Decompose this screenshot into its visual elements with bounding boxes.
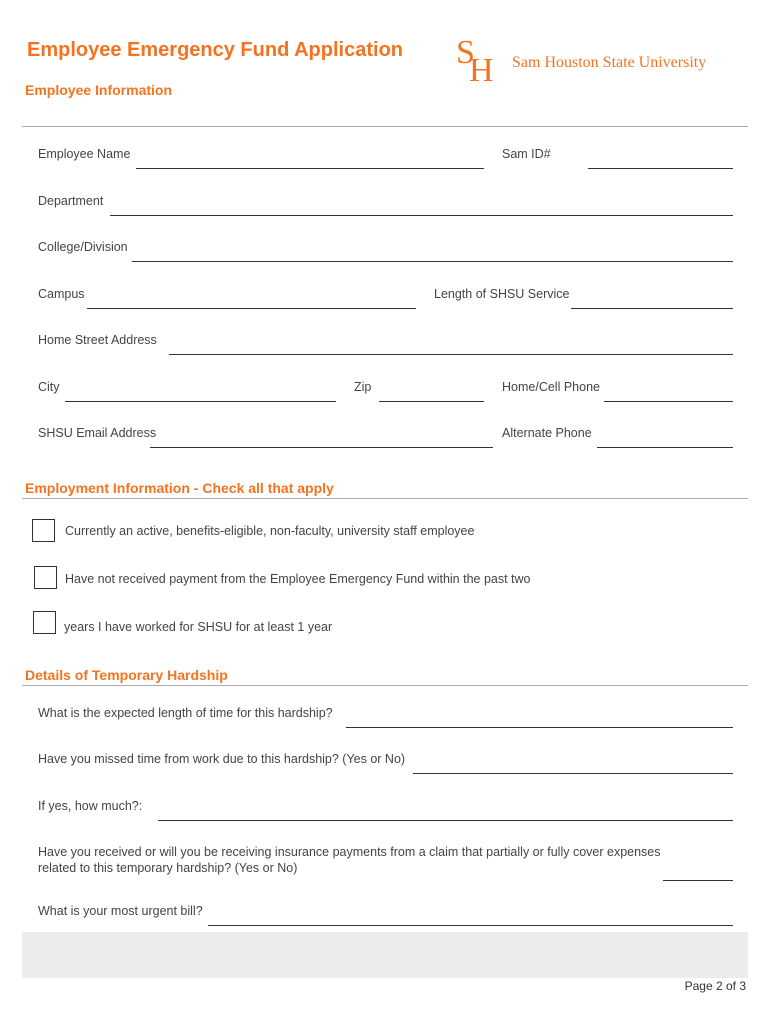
hardship-length-label: What is the expected length of time for this hardship? bbox=[38, 706, 333, 720]
employee-name-field[interactable] bbox=[136, 168, 484, 169]
university-name: Sam Houston State University bbox=[512, 54, 707, 71]
email-field[interactable] bbox=[150, 447, 493, 448]
sam-id-field[interactable] bbox=[588, 168, 733, 169]
university-logo-icon bbox=[456, 33, 506, 85]
urgent-bill-label: What is your most urgent bill? bbox=[38, 904, 203, 918]
missed-amount-field[interactable] bbox=[158, 820, 733, 821]
employee-info-heading: Employee Information bbox=[25, 82, 173, 98]
missed-amount-label: If yes, how much?: bbox=[38, 799, 143, 813]
insurance-question-line-2: related to this temporary hardship? (Yes or No) bbox=[38, 861, 298, 875]
email-label: SHSU Email Address bbox=[38, 426, 157, 440]
urgent-bill-field[interactable] bbox=[208, 925, 733, 926]
zip-label: Zip bbox=[354, 380, 372, 394]
service-length-label: Length of SHSU Service bbox=[434, 287, 570, 301]
one-year-service-label: years I have worked for SHSU for at least 1 year bbox=[64, 620, 333, 634]
home-address-field[interactable] bbox=[169, 354, 733, 355]
sam-id-label: Sam ID# bbox=[502, 147, 551, 161]
service-length-field[interactable] bbox=[571, 308, 733, 309]
no-prior-payment-label: Have not received payment from the Employee Emergency Fund within the past two bbox=[65, 572, 531, 586]
logo-letter-s: S bbox=[456, 34, 475, 71]
insurance-question-line-1: Have you received or will you be receiving insurance payments from a claim that partially or fully cover expenses bbox=[38, 845, 661, 859]
campus-label: Campus bbox=[38, 287, 85, 301]
college-division-field[interactable] bbox=[132, 261, 733, 262]
no-prior-payment-checkbox[interactable] bbox=[34, 566, 57, 589]
campus-field[interactable] bbox=[87, 308, 416, 309]
active-employee-checkbox[interactable] bbox=[32, 519, 55, 542]
college-division-label: College/Division bbox=[38, 240, 128, 254]
home-phone-label: Home/Cell Phone bbox=[502, 380, 600, 394]
one-year-service-checkbox[interactable] bbox=[33, 611, 56, 634]
hardship-heading: Details of Temporary Hardship bbox=[25, 667, 228, 683]
home-address-label: Home Street Address bbox=[38, 333, 157, 347]
city-field[interactable] bbox=[65, 401, 336, 402]
form-title: Employee Emergency Fund Application bbox=[27, 39, 403, 61]
employee-name-label: Employee Name bbox=[38, 147, 131, 161]
section-divider bbox=[22, 498, 748, 499]
missed-work-label: Have you missed time from work due to this hardship? (Yes or No) bbox=[38, 752, 406, 766]
city-label: City bbox=[38, 380, 60, 394]
hardship-length-field[interactable] bbox=[346, 727, 733, 728]
alt-phone-label: Alternate Phone bbox=[502, 426, 592, 440]
section-divider bbox=[22, 126, 748, 127]
insurance-answer-field[interactable] bbox=[663, 880, 733, 881]
employment-info-heading: Employment Information - Check all that apply bbox=[25, 480, 334, 496]
footer-band bbox=[22, 932, 748, 978]
department-label: Department bbox=[38, 194, 104, 208]
logo-letter-h: H bbox=[469, 52, 494, 85]
section-divider bbox=[22, 685, 748, 686]
alt-phone-field[interactable] bbox=[597, 447, 733, 448]
active-employee-label: Currently an active, benefits-eligible, non-faculty, university staff employee bbox=[65, 524, 475, 538]
page-number: Page 2 of 3 bbox=[684, 979, 746, 993]
missed-work-field[interactable] bbox=[413, 773, 733, 774]
department-field[interactable] bbox=[110, 215, 733, 216]
zip-field[interactable] bbox=[379, 401, 484, 402]
home-phone-field[interactable] bbox=[604, 401, 733, 402]
